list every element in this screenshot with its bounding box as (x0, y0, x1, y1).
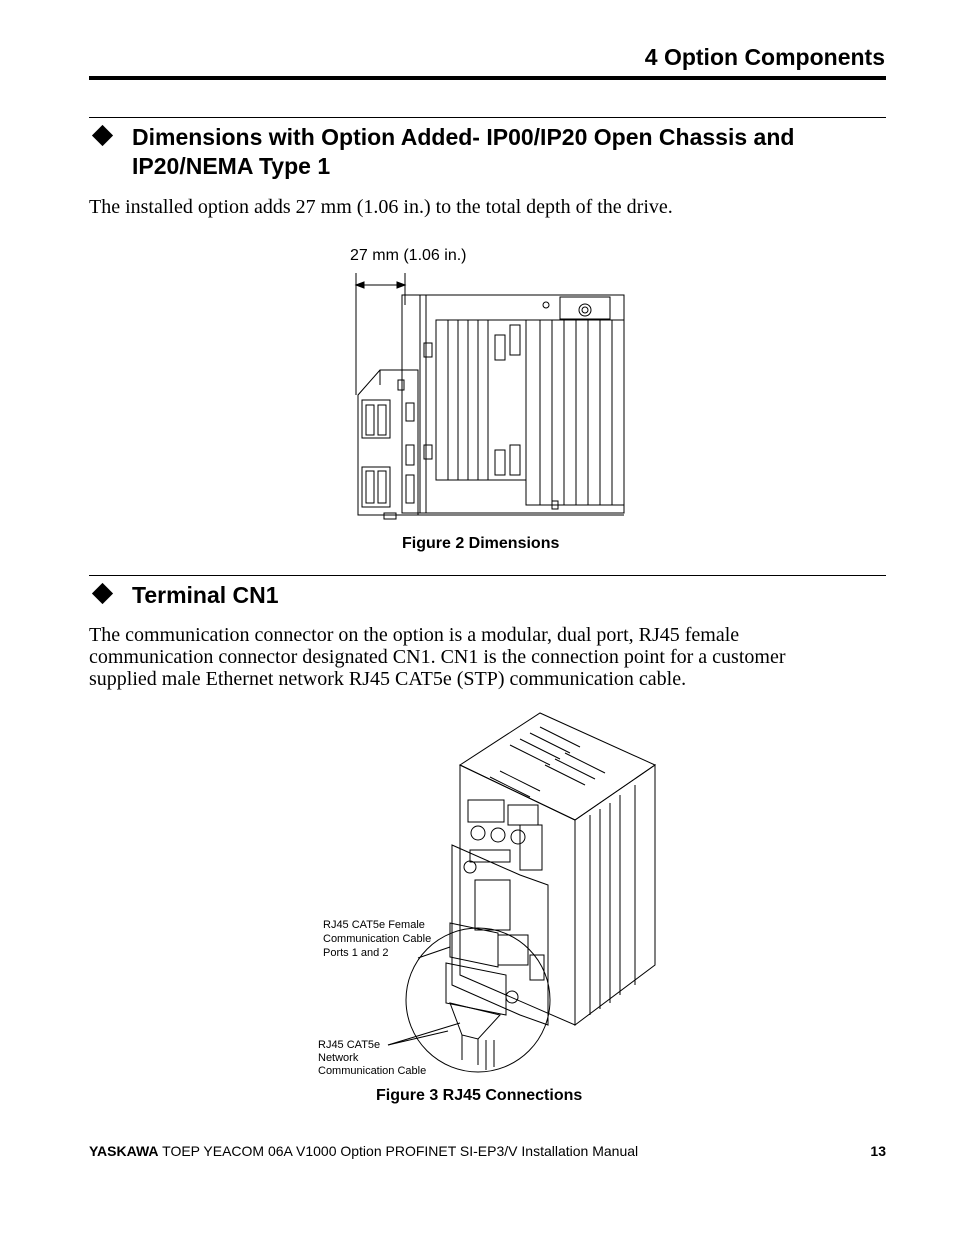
section-heading-terminal-cn1: Terminal CN1 (132, 582, 279, 608)
chapter-title: 4 Option Components (644, 44, 885, 70)
header-rule (89, 76, 886, 80)
dimensions-drawing (340, 265, 640, 525)
rj45-connections-drawing (300, 705, 670, 1085)
section-divider (89, 575, 886, 576)
footer-brand: YASKAWA (89, 1143, 159, 1159)
figure-3-caption: Figure 3 RJ45 Connections (376, 1087, 583, 1104)
section-body-terminal-cn1: The communication connector on the option is a modular, dual port, RJ45 female communication connector designated CN1. CN1 is the connection point for a customer supplied male Ethernet network RJ45 CAT5e (STP) communication cable. (89, 624, 786, 690)
section-divider (89, 117, 886, 118)
callout-female-ports: RJ45 CAT5e Female Communication Cable Ports 1 and 2 (323, 919, 432, 959)
section-bullet-icon (92, 583, 113, 604)
section-heading-dimensions: Dimensions with Option Added- IP00/IP20 Open Chassis and IP20/NEMA Type 1 (132, 124, 795, 179)
section-bullet-icon (92, 125, 113, 146)
figure-2-caption: Figure 2 Dimensions (402, 535, 560, 552)
callout-network-cable: RJ45 CAT5e Network Communication Cable (318, 1039, 427, 1077)
page-number: 13 (870, 1143, 886, 1159)
section-body-dimensions: The installed option adds 27 mm (1.06 in.) to the total depth of the drive. (89, 196, 673, 218)
footer-manual-title: YASKAWA TOEP YEACOM 06A V1000 Option PROFINET SI-EP3/V Installation Manual (89, 1143, 639, 1159)
dimension-label: 27 mm (1.06 in.) (350, 247, 467, 264)
